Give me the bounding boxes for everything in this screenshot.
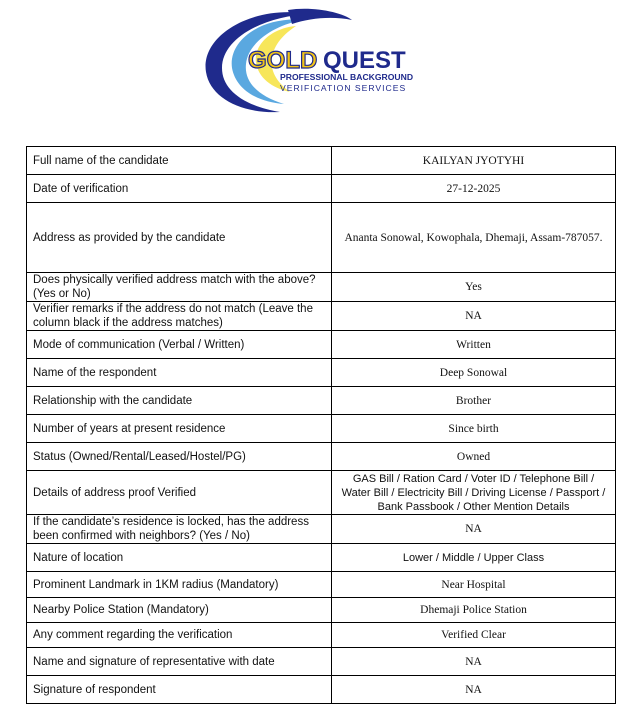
verification-table — [26, 146, 616, 704]
row-value: NA — [332, 515, 616, 544]
logo-word-quest: QUEST — [323, 47, 406, 74]
row-label: Details of address proof Verified — [27, 471, 332, 515]
table-row — [27, 331, 616, 359]
table-row — [27, 572, 616, 598]
row-value: Lower / Middle / Upper Class — [332, 544, 616, 572]
row-label: Nature of location — [27, 544, 332, 572]
table-row — [27, 544, 616, 572]
row-value: Owned — [332, 443, 616, 471]
row-label: If the candidate’s residence is locked, has the address been confirmed with neighbors? (Yes / No) — [27, 515, 332, 544]
table-row — [27, 273, 616, 302]
table-row — [27, 515, 616, 544]
row-value: Deep Sonowal — [332, 359, 616, 387]
table-row — [27, 598, 616, 623]
table-row — [27, 471, 616, 515]
row-label: Verifier remarks if the address do not match (Leave the column black if the address matches) — [27, 302, 332, 331]
table-row — [27, 387, 616, 415]
row-label: Signature of respondent — [27, 676, 332, 704]
logo-graphic — [192, 6, 454, 118]
row-value: 27-12-2025 — [332, 175, 616, 203]
table-row — [27, 415, 616, 443]
row-label: Number of years at present residence — [27, 415, 332, 443]
row-value: Since birth — [332, 415, 616, 443]
row-value: Yes — [332, 273, 616, 302]
row-value: Ananta Sonowal, Kowophala, Dhemaji, Assam-787057. — [332, 203, 616, 273]
row-value: Written — [332, 331, 616, 359]
table-row — [27, 443, 616, 471]
row-label: Mode of communication (Verbal / Written) — [27, 331, 332, 359]
row-label: Status (Owned/Rental/Leased/Hostel/PG) — [27, 443, 332, 471]
row-value: NA — [332, 648, 616, 676]
row-label: Does physically verified address match with the above? (Yes or No) — [27, 273, 332, 302]
logo-swoosh-top — [288, 9, 352, 24]
row-label: Full name of the candidate — [27, 147, 332, 175]
logo-tagline-2: VERIFICATION SERVICES — [280, 83, 407, 93]
row-value: Near Hospital — [332, 572, 616, 598]
table-row — [27, 623, 616, 648]
row-label: Any comment regarding the verification — [27, 623, 332, 648]
row-label: Relationship with the candidate — [27, 387, 332, 415]
row-value: Dhemaji Police Station — [332, 598, 616, 623]
row-label: Address as provided by the candidate — [27, 203, 332, 273]
row-label: Nearby Police Station (Mandatory) — [27, 598, 332, 623]
row-value: Verified Clear — [332, 623, 616, 648]
table-row — [27, 359, 616, 387]
verification-rows — [27, 147, 616, 704]
table-row — [27, 147, 616, 175]
logo-tagline-1: PROFESSIONAL BACKGROUND — [280, 72, 414, 82]
table-row — [27, 302, 616, 331]
row-value: Brother — [332, 387, 616, 415]
row-value: KAILYAN JYOTYHI — [332, 147, 616, 175]
row-label: Name of the respondent — [27, 359, 332, 387]
row-value: NA — [332, 676, 616, 704]
table-row — [27, 648, 616, 676]
table-row — [27, 175, 616, 203]
table-row — [27, 203, 616, 273]
row-label: Name and signature of representative with date — [27, 648, 332, 676]
goldquest-logo — [192, 6, 454, 118]
logo-word-gold: GOLD — [248, 47, 318, 74]
row-value: NA — [332, 302, 616, 331]
row-value: GAS Bill / Ration Card / Voter ID / Telephone Bill / Water Bill / Electricity Bill / Driving License / Passport / Bank Passbook / Other Mention Details — [332, 471, 616, 515]
row-label: Date of verification — [27, 175, 332, 203]
table-row — [27, 676, 616, 704]
row-label: Prominent Landmark in 1KM radius (Mandatory) — [27, 572, 332, 598]
